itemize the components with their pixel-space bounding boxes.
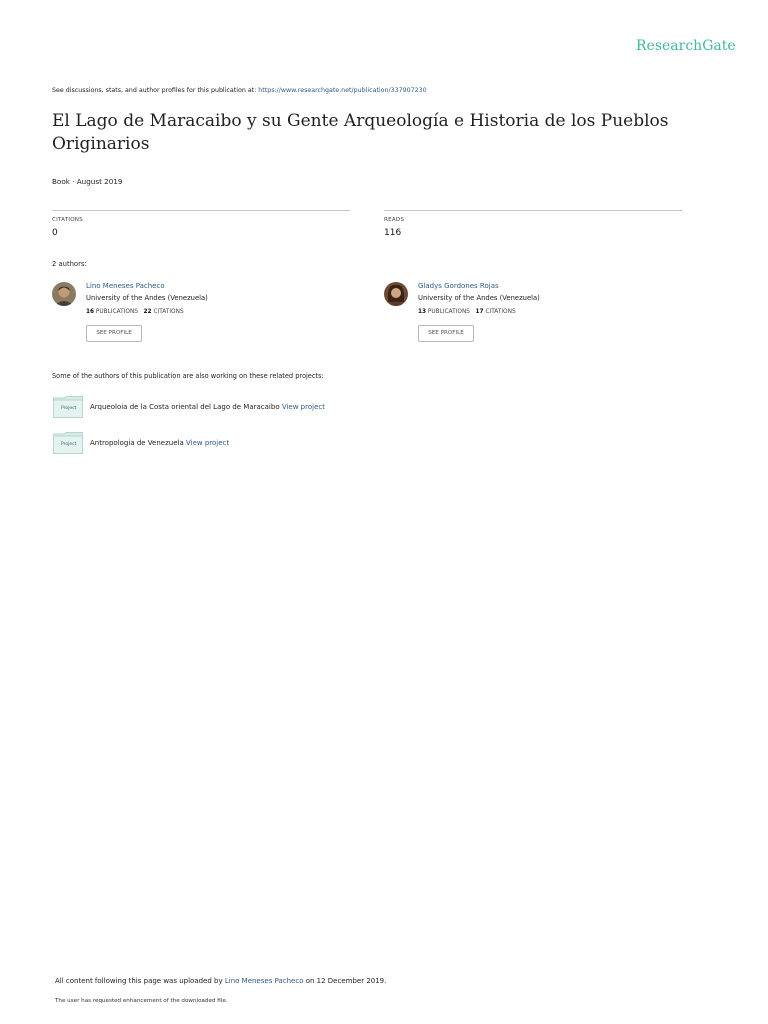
citations-divider	[52, 210, 350, 211]
related-projects-header: Some of the authors of this publication are also working on these related projects:	[52, 372, 324, 380]
project-name: Arqueoloia de la Costa oriental del Lago de Maracaibo	[90, 403, 280, 411]
author-stats	[86, 309, 184, 315]
publication-title: El Lago de Maracaibo y su Gente Arqueología e Historia de los Pueblos Originarios	[52, 111, 669, 154]
upload-footer-prefix: All content following this page was uploaded by	[55, 977, 223, 985]
project-name: Antropologia de Venezuela	[90, 439, 184, 447]
researchgate-logo[interactable]: ResearchGate	[636, 38, 736, 54]
author-publications-count: 13	[418, 309, 427, 315]
discussion-prefix: See discussions, stats, and author profiles for this publication at:	[52, 87, 257, 94]
author-photo-icon	[52, 282, 76, 306]
project-item	[90, 403, 325, 411]
author-name-link[interactable]: Lino Meneses Pacheco	[86, 282, 165, 290]
reads-divider	[384, 210, 682, 211]
author-photo-icon	[384, 282, 408, 306]
citations-value: 0	[52, 228, 58, 238]
author-publications-label: PUBLICATIONS	[95, 309, 138, 315]
view-project-link[interactable]: View project	[186, 439, 230, 447]
author-stats	[418, 309, 516, 315]
uploader-link[interactable]: Lino Meneses Pacheco	[224, 977, 304, 985]
citations-label: CITATIONS	[52, 217, 83, 223]
upload-footer	[55, 977, 386, 985]
author-avatar[interactable]	[52, 282, 76, 306]
author-citations-label: CITATIONS	[485, 309, 516, 315]
author-avatar[interactable]	[384, 282, 408, 306]
authors-header: 2 authors:	[52, 260, 87, 268]
reads-label: READS	[384, 217, 405, 223]
discussion-line	[52, 87, 427, 94]
author-affiliation: University of the Andes (Venezuela)	[86, 294, 208, 302]
author-affiliation: University of the Andes (Venezuela)	[418, 294, 540, 302]
publication-url-link[interactable]: https://www.researchgate.net/publication/337907230	[258, 87, 427, 94]
author-citations-label: CITATIONS	[153, 309, 184, 315]
enhancement-note: The user has requested enhancement of the downloaded file.	[55, 998, 228, 1004]
author-citations-count: 17	[475, 309, 484, 315]
project-folder-icon[interactable]	[53, 432, 83, 454]
reads-value: 116	[384, 228, 402, 238]
author-name-link[interactable]: Gladys Gordones Rojas	[418, 282, 499, 290]
see-profile-button[interactable]: SEE PROFILE	[418, 325, 474, 342]
project-item	[90, 439, 229, 447]
project-folder-icon[interactable]	[53, 396, 83, 418]
publication-type-date: Book · August 2019	[52, 177, 123, 186]
project-tag: Project	[61, 442, 77, 447]
view-project-link[interactable]: View project	[281, 403, 325, 411]
see-profile-button[interactable]: SEE PROFILE	[86, 325, 142, 342]
author-publications-count: 16	[86, 309, 95, 315]
author-citations-count: 22	[143, 309, 152, 315]
author-publications-label: PUBLICATIONS	[427, 309, 470, 315]
upload-footer-suffix: on 12 December 2019.	[305, 977, 387, 985]
project-tag: Project	[61, 406, 77, 411]
